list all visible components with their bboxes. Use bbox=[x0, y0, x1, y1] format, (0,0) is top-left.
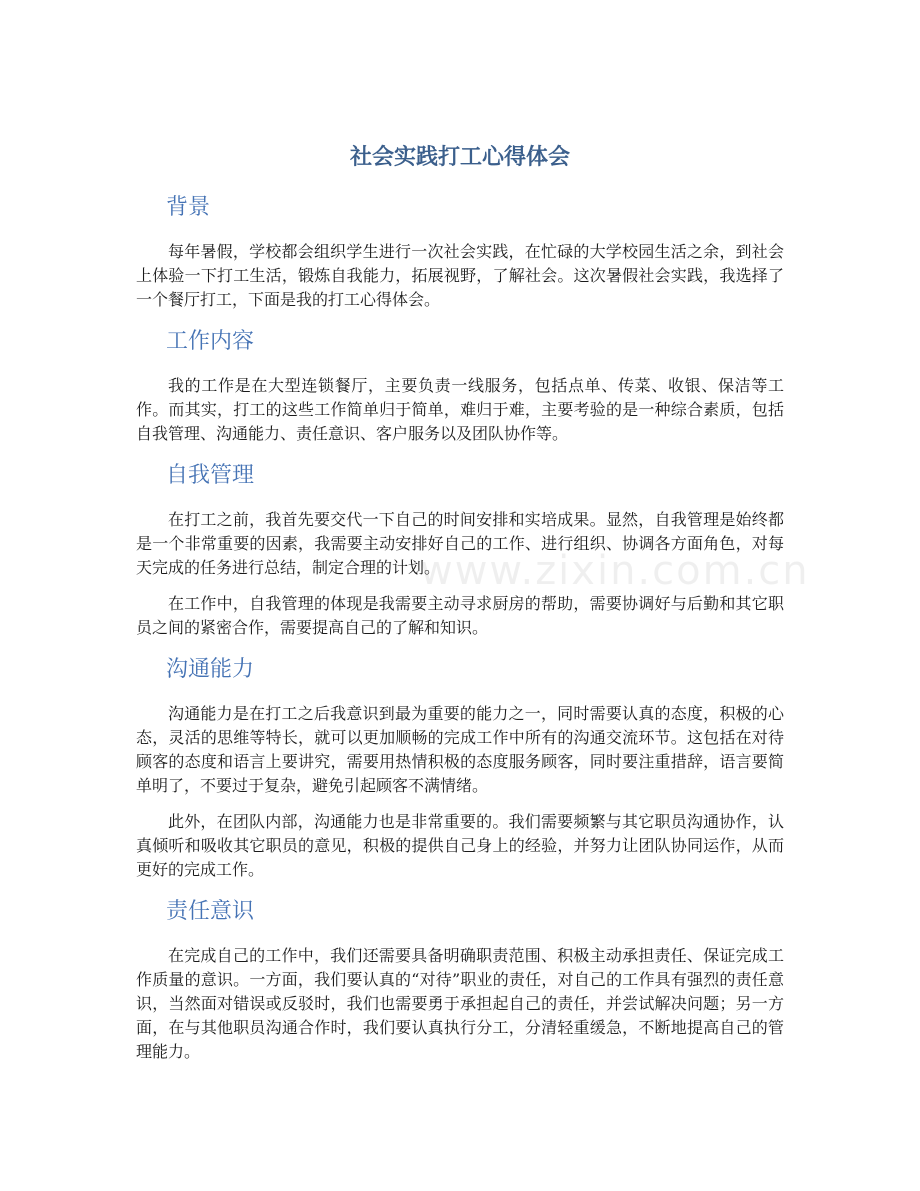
section-background bbox=[136, 190, 784, 312]
watermark: www.zixin.com.cn bbox=[420, 548, 810, 594]
document-body bbox=[136, 140, 784, 1076]
section-heading: 工作内容 bbox=[166, 329, 255, 354]
section-responsibility bbox=[136, 894, 784, 1064]
section-communication bbox=[136, 652, 784, 882]
section-heading: 背景 bbox=[166, 195, 211, 220]
section-self-management bbox=[136, 458, 784, 640]
section-heading: 自我管理 bbox=[166, 463, 255, 488]
paragraph: 每年暑假，学校都会组织学生进行一次社会实践，在忙碌的大学校园生活之余，到社会上体验一下打工生活，锻炼自我能力，拓展视野，了解社会。这次暑假社会实践，我选择了一个餐厅打工，下面是我的打工心得体会。 bbox=[136, 242, 784, 309]
paragraph: 在完成自己的工作中，我们还需要具备明确职责范围、积极主动承担责任、保证完成工作质量的意识。一方面，我们要认真的“对待”职业的责任，对自己的工作具有强烈的责任意识，当然面对错误或反驳时，我们也需要勇于承担起自己的责任，并尝试解决问题；另一方面，在与其他职员沟通合作时，我们要认真执行分工，分清轻重缓急，不断地提高自己的管理能力。 bbox=[136, 946, 784, 1061]
paragraph: 我的工作是在大型连锁餐厅，主要负责一线服务，包括点单、传菜、收银、保洁等工作。而其实，打工的这些工作简单归于简单，难归于难，主要考验的是一种综合素质，包括自我管理、沟通能力、责任意识、客户服务以及团队协作等。 bbox=[136, 376, 784, 443]
paragraph: 在工作中，自我管理的体现是我需要主动寻求厨房的帮助，需要协调好与后勤和其它职员之间的紧密合作，需要提高自己的了解和知识。 bbox=[136, 594, 784, 637]
section-heading: 沟通能力 bbox=[166, 657, 255, 682]
paragraph: 在打工之前，我首先要交代一下自己的时间安排和实培成果。显然，自我管理是始终都是一个非常重要的因素，我需要主动安排好自己的工作、进行组织、协调各方面角色，对每天完成的任务进行总结，制定合理的计划。 bbox=[136, 510, 784, 577]
paragraph: 此外，在团队内部，沟通能力也是非常重要的。我们需要频繁与其它职员沟通协作，认真倾听和吸收其它职员的意见，积极的提供自己身上的经验，并努力让团队协同运作，从而更好的完成工作。 bbox=[136, 812, 784, 879]
section-heading: 责任意识 bbox=[166, 899, 255, 924]
paragraph: 沟通能力是在打工之后我意识到最为重要的能力之一，同时需要认真的态度，积极的心态，灵活的思维等特长，就可以更加顺畅的完成工作中所有的沟通交流环节。这包括在对待顾客的态度和语言上要讲究，需要用热情积极的态度服务顾客，同时要注重措辞，语言要简单明了，不要过于复杂，避免引起顾客不满情绪。 bbox=[136, 704, 784, 795]
section-work-content bbox=[136, 324, 784, 446]
document-title: 社会实践打工心得体会 bbox=[349, 145, 570, 170]
